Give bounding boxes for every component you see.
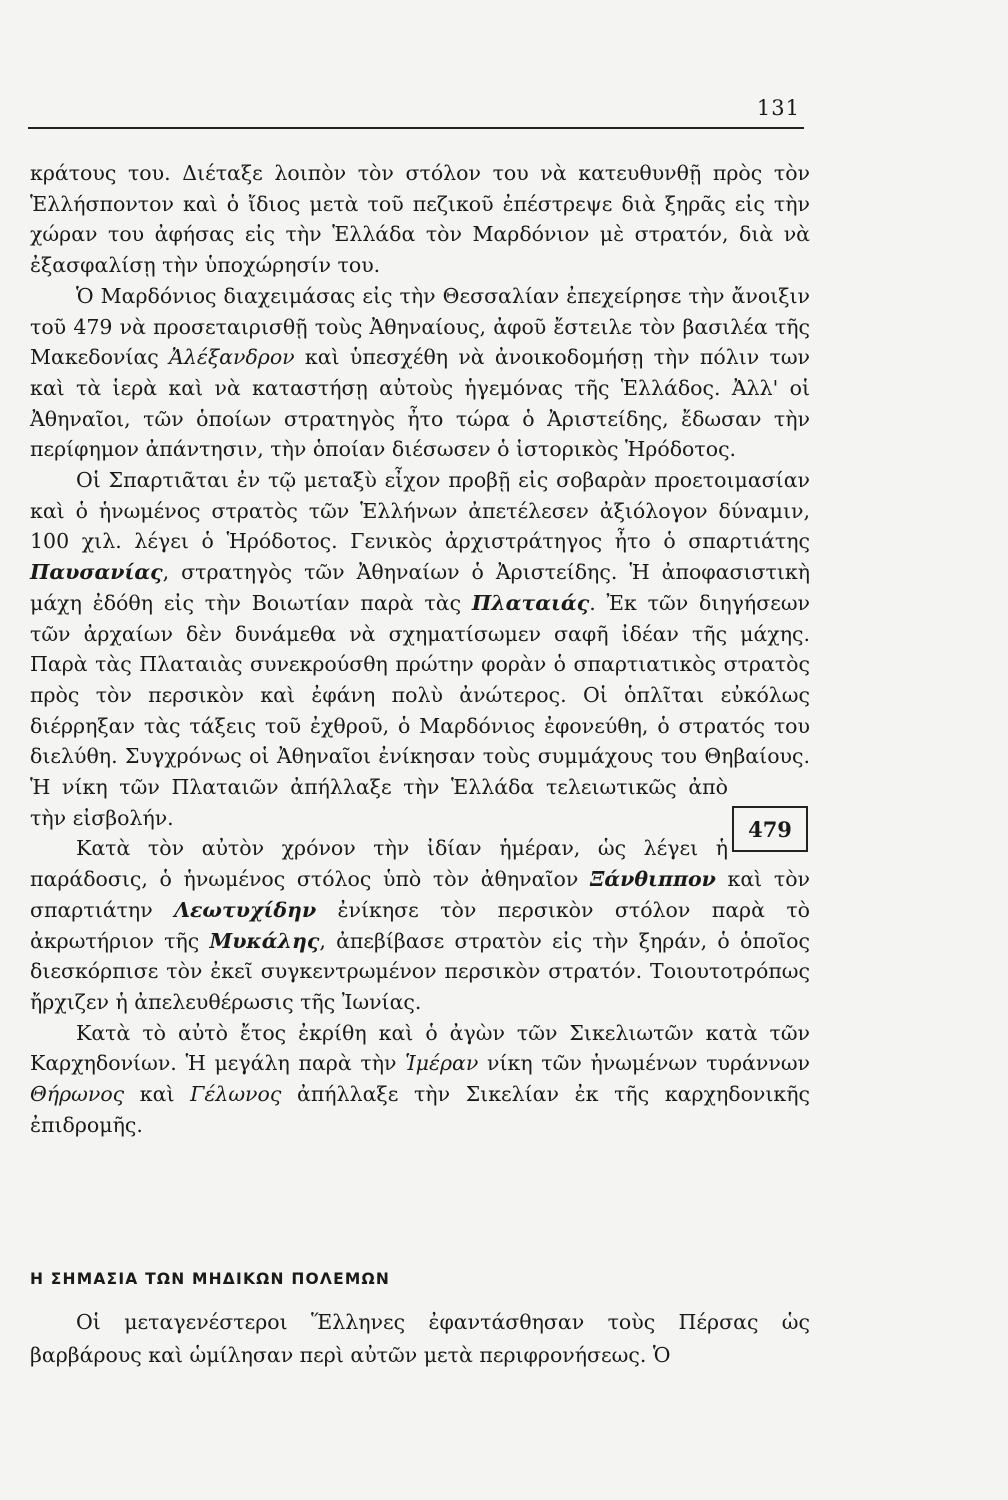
body-text: [30, 158, 810, 1141]
text-segment: Θήρωνος: [30, 1082, 125, 1107]
text-segment: , ἀπεβίβασε στρατὸν εἰς τὴν ξηράν, ὁ ὁποῖος διεσκόρπισε τὸν ἐκεῖ συγκεντρωμένον περσικὸν στρατόν. Τοιουτοτρόπως ἤρχιζεν ἡ ἀπελευθέρωσις τῆς Ἰωνίας.: [30, 928, 810, 1014]
text-segment: καὶ τὸν σπαρτιάτην: [30, 867, 811, 922]
text-segment: Λεωτυχίδην: [174, 897, 317, 922]
text-segment: ἀπήλλαξε τὴν Σικελίαν ἐκ τῆς καρχηδονικῆς ἐπιδρομῆς.: [30, 1082, 810, 1137]
paragraph-5: [30, 1018, 810, 1141]
section-heading: Η ΣΗΜΑΣΙΑ ΤΩΝ ΜΗΔΙΚΩΝ ΠΟΛΕΜΩΝ: [30, 1270, 391, 1288]
text-segment: κράτους του. Διέταξε λοιπὸν τὸν στόλον του νὰ κατευθυνθῇ πρὸς τὸν Ἑλλήσποντον καὶ ὁ ἴδιος μετὰ τοῦ πεζικοῦ ἐπέστρεψε διὰ ξηρᾶς εἰς τὴν χώραν του ἀφήσας εἰς τὴν Ἑλλάδα τὸν Μαρδόνιον μὲ στρατόν, διὰ νὰ ἐξασφαλίσῃ τὴν ὑποχώρησίν του.: [30, 161, 810, 278]
text-segment: Ἱμέραν: [405, 1051, 479, 1076]
paragraph-3: [30, 465, 810, 833]
paragraph-4: [30, 833, 810, 1017]
text-segment: Οἱ Σπαρτιᾶται ἐν τῷ μεταξὺ εἶχον προβῇ εἰς σοβαρὰν προετοιμασίαν καὶ ὁ ἡνωμένος στρατὸς τῶν Ἑλλήνων ἀπετέλεσεν ἀξιόλογον δύναμιν, 100 χιλ. λέγει ὁ Ἡρόδοτος. Γενικὸς ἀρχιστράτηγος ἦτο ὁ σπαρτιάτης: [30, 468, 810, 554]
section-paragraph: Οἱ μεταγενέστεροι Ἕλληνες ἐφαντάσθησαν τοὺς Πέρσας ὡς βαρβάρους καὶ ὡμίλησαν περὶ αὐτῶν μετὰ περιφρονήσεως. Ὁ: [30, 1310, 810, 1367]
paragraph-1: [30, 158, 810, 281]
text-segment: Παυσανίας: [30, 560, 163, 585]
text-segment: Ἀλέξανδρον: [169, 345, 295, 370]
header-rule: [28, 127, 804, 129]
margin-spacer: [728, 798, 810, 860]
text-segment: Κατὰ τὸ αὐτὸ ἔτος ἐκρίθη καὶ ὁ ἀγὼν τῶν Σικελιωτῶν κατὰ τῶν Καρχηδονίων. Ἡ μεγάλη παρὰ τὴν: [30, 1020, 810, 1076]
text-segment: , στρατηγὸς τῶν Ἀθηναίων ὁ Ἀριστείδης. Ἡ ἀποφασιστικὴ μάχη ἐδόθη εἰς τὴν Βοιωτίαν παρὰ τὰς: [30, 560, 810, 615]
text-segment: . Ἐκ τῶν διηγήσεων τῶν ἀρχαίων δὲν δυνάμεθα νὰ σχηματίσωμεν σαφῆ ἰδέαν τῆς μάχης. Παρὰ τὰς Πλαταιὰς συνεκρούσθη πρώτην φορὰν ὁ σπαρτιατικὸς στρατὸς πρὸς τὸν περσικὸν καὶ ἐφάνη πολὺ ἀνώτερος. Οἱ ὁπλῖται εὐκόλως διέρρηξαν τὰς τάξεις τοῦ ἐχθροῦ, ὁ Μαρδόνιος ἐφονεύθη, ὁ στρατός του διελύθη. Συγχρόνως οἱ Ἀθηναῖοι ἐνίκησαν τοὺς συμμάχους του Θηβαίους. Ἡ νίκη τῶν Πλαταιῶν ἀπήλλαξε τὴν Ἑλλάδα τελειωτικῶς ἀπὸ τὴν εἰσβολήν.: [30, 590, 810, 830]
text-segment: Ξάνθιππον: [589, 867, 716, 892]
margin-year-box: 479: [732, 806, 808, 852]
text-segment: καὶ: [124, 1082, 191, 1107]
section-text: [30, 1306, 810, 1372]
text-segment: νίκη τῶν ἡνωμένων τυράννων: [478, 1051, 810, 1076]
text-segment: ἐνίκησε τὸν περσικὸν στόλον παρὰ τὸ ἀκρωτήριον τῆς: [30, 897, 810, 953]
page-number: 131: [756, 96, 800, 120]
text-segment: Κατὰ τὸν αὐτὸν χρόνον τὴν ἰδίαν ἡμέραν, ὡς λέγει ἡ παράδοσις, ὁ ἡνωμένος στόλος ὑπὸ τὸν ἀθηναῖον: [30, 836, 728, 892]
text-segment: Ὁ Μαρδόνιος διαχειμάσας εἰς τὴν Θεσσαλίαν ἐπεχείρησε τὴν ἄνοιξιν τοῦ 479 νὰ προσεταιρισθῇ τοὺς Ἀθηναίους, ἀφοῦ ἔστειλε τὸν βασιλέα τῆς Μακεδονίας: [30, 283, 810, 370]
text-segment: Γέλωνος: [190, 1082, 282, 1107]
text-segment: Μυκάλης: [209, 928, 320, 953]
text-segment: Πλαταιάς: [471, 590, 590, 615]
paragraph-2: [30, 281, 810, 465]
text-segment: καὶ ὑπεσχέθη νὰ ἀνοικοδομήσῃ τὴν πόλιν των καὶ τὰ ἱερὰ καὶ νὰ καταστήσῃ αὐτοὺς ἡγεμόνας τῆς Ἑλλάδος. Ἀλλ' οἱ Ἀθηναῖοι, τῶν ὁποίων στρατηγὸς ἦτο τώρα ὁ Ἀριστείδης, ἔδωσαν τὴν περίφημον ἀπάντησιν, τὴν ὁποίαν διέσωσεν ὁ ἱστορικὸς Ἡρόδοτος.: [30, 345, 810, 462]
